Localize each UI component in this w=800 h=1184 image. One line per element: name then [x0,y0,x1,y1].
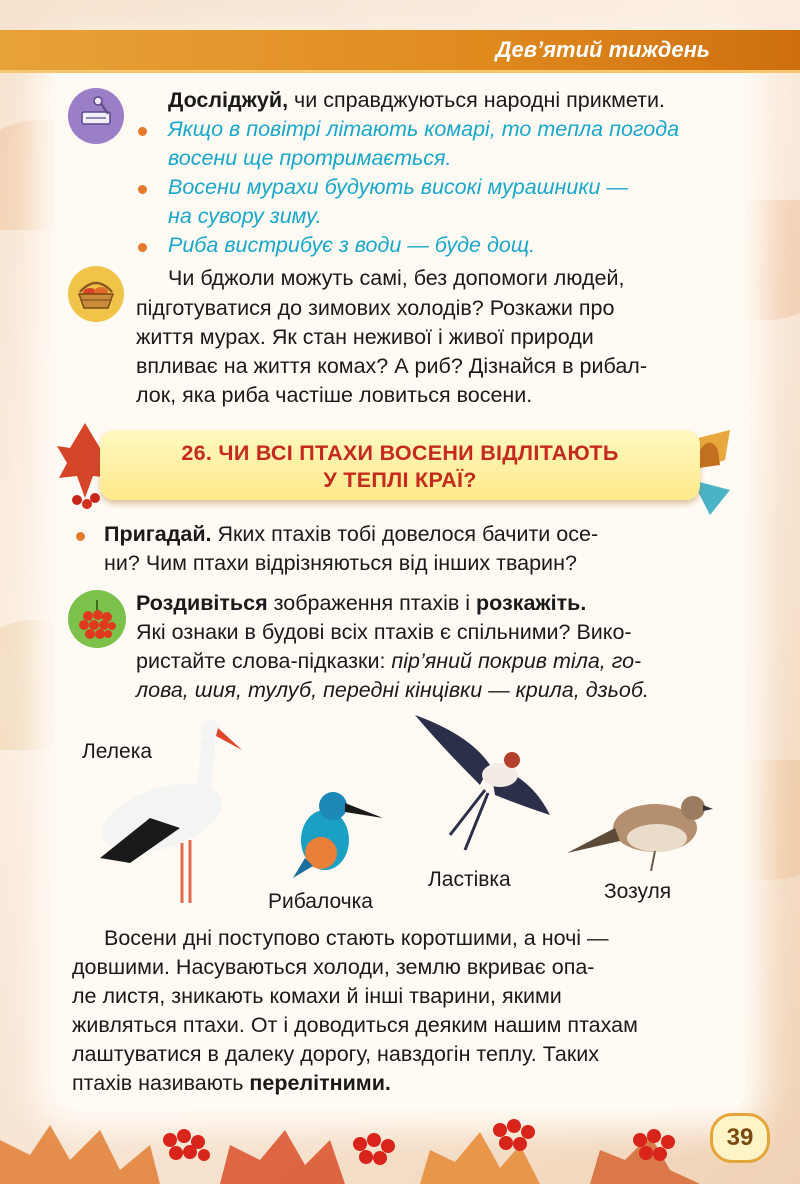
week-title: Дев’ятий тиждень [495,37,710,62]
closing-line-6: птахів називають [72,1071,250,1095]
cuckoo-illustration [565,783,715,873]
cuckoo-label: Зозуля [604,880,672,903]
bullet [138,185,147,194]
recall-text-2: ни? Чим птахи відрізняються від інших тварин? [104,551,577,575]
migratory-term: перелітними. [249,1071,391,1095]
stork-illustration [90,708,250,908]
rowan-icon [68,590,126,648]
lesson-title-line1: 26. ЧИ ВСІ ПТАХИ ВОСЕНИ ВІДЛІТАЮТЬ [181,441,619,465]
examine-line3-plain: ристайте слова-підказки: [136,649,392,673]
question-line-2: підготуватися до зимових холодів? Розкажи про [136,296,615,320]
sign-item-1-line2: восени ще протримається. [168,146,452,170]
examine-line2: Які ознаки в будові всіх птахів є спільними? Вико- [136,620,632,644]
swallow-label: Ластівка [428,868,511,891]
sign-item-2-line1: Восени мурахи будують високі мурашники — [168,175,628,199]
explore-text: чи справджуються народні прикмети. [288,88,666,112]
research-icon [68,88,124,144]
autumn-footer-decoration [0,1100,800,1184]
examine-mid: зображення птахів і [267,591,477,615]
sign-item-1-line1: Якщо в повітрі літають комарі, то тепла погода [168,117,680,141]
bullet [76,532,85,541]
swallow-illustration [410,705,560,855]
bullet [138,243,147,252]
closing-line-2: довшими. Насуваються холоди, землю вкриває опа- [72,955,595,979]
kingfisher-illustration [285,778,385,883]
question-line-1: Чи бджоли можуть самі, без допомоги людей, [168,266,625,290]
question-line-3: життя мурах. Як стан неживої і живої природи [136,325,594,349]
question-line-4: впливає на життя комах? А риб? Дізнайся в рибал- [136,354,648,378]
recall-text-1: Яких птахів тобі довелося бачити осе- [211,522,599,546]
sign-item-2-line2: на сувору зиму. [168,204,322,228]
kingfisher-label: Рибалочка [268,890,373,913]
page-number: 39 [710,1113,770,1163]
closing-line-3: ле листя, зникають комахи й інші тварини, якими [72,984,562,1008]
basket-icon [68,266,124,322]
week-header [0,30,800,73]
explore-lead: Досліджуй, [168,88,289,112]
stork-label: Лелека [82,740,153,763]
question-line-5: лок, яка риба частіше ловиться восени. [136,383,533,407]
bullet [138,127,147,136]
recall-lead: Пригадай. [104,522,212,546]
examine-line3-hints: пір’яний покрив тіла, го- [391,649,642,673]
lesson-title-box [100,430,700,500]
closing-line-1: Восени дні поступово стають коротшими, а ночі — [104,926,609,950]
closing-line-4: живляться птахи. От і доводиться деяким нашим птахам [72,1013,638,1037]
lesson-title-line2: У ТЕПЛІ КРАЇ? [323,468,477,492]
examine-lead2: розкажіть. [476,591,587,615]
closing-line-5: лаштуватися в далеку дорогу, навздогін теплу. Таких [72,1042,600,1066]
sign-item-3-line1: Риба вистрибує з води — буде дощ. [168,233,536,257]
examine-lead: Роздивіться [136,591,268,615]
examine-line4-hints: лова, шия, тулуб, передні кінцівки — крила, дзьоб. [136,678,649,702]
